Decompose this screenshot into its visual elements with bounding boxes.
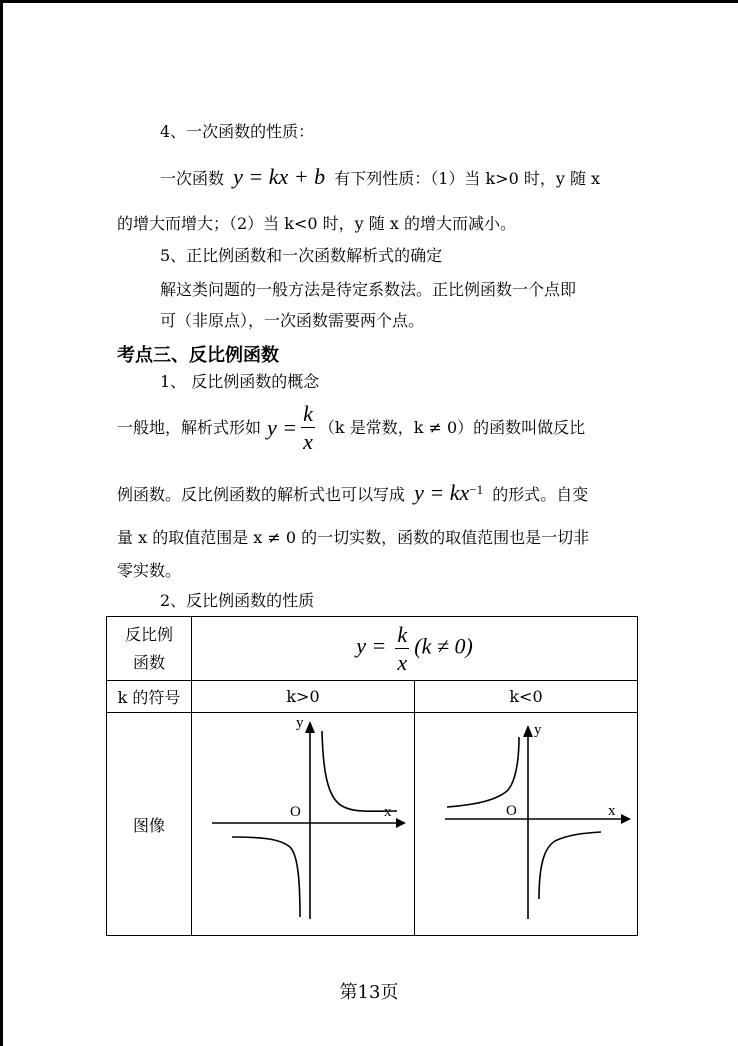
text: （k 是常数，k ≠ 0）的函数叫做反比 [318, 418, 586, 437]
concept-line-1 [117, 400, 585, 456]
row-label-function [107, 617, 192, 681]
table-row [107, 713, 638, 936]
x-axis-arrow [396, 818, 406, 828]
condition-k-nonzero: (k ≠ 0) [414, 633, 473, 658]
subsection-2-title: 2、反比例函数的性质 [160, 591, 315, 610]
fraction-k-over-x [301, 403, 315, 453]
text: 一般地，解析式形如 [117, 418, 262, 437]
origin-label: O [290, 804, 301, 820]
text: 例函数。反比例函数的解析式也可以写成 [117, 485, 406, 504]
k-negative-header: k<0 [415, 681, 638, 713]
k-positive-header: k>0 [192, 681, 415, 713]
section-5-title: 5、正比例函数和一次函数解析式的确定 [160, 246, 443, 265]
x-axis-label: x [608, 803, 616, 819]
subsection-1-title: 1、 反比例函数的概念 [160, 372, 320, 391]
page-border-left [0, 0, 3, 1046]
label-line: 反比例 [124, 624, 173, 644]
exponent: −1 [469, 481, 484, 497]
y-axis-arrow [305, 721, 315, 733]
y-axis-arrow [523, 725, 533, 737]
curve-first-quadrant [322, 731, 397, 811]
fraction-k-over-x [395, 621, 409, 675]
numerator: k [397, 621, 408, 647]
table-row [107, 681, 638, 713]
graph-cell-k-negative [415, 713, 638, 936]
y-axis-label: y [534, 722, 542, 738]
y-equals: y = [267, 415, 298, 440]
y-equals: y = [356, 633, 387, 658]
graph-cell-k-positive [192, 713, 415, 936]
section-5-line-2: 可（非原点），一次函数需要两个点。 [160, 311, 425, 330]
row-label-k-sign: k 的符号 [107, 681, 192, 713]
function-formula-cell [192, 617, 638, 681]
text: 有下列性质：（1）当 k>0 时，y 随 x [334, 169, 601, 188]
section-4-title: 4、一次函数的性质： [160, 122, 315, 141]
linear-function-formula: y = kx + b [233, 164, 326, 189]
hyperbola-graph-k-negative [415, 713, 637, 931]
formula-kx-inverse: y = kx [414, 480, 470, 505]
numerator: k [303, 401, 313, 426]
section-5-line-1: 解这类问题的一般方法是待定系数法。正比例函数一个点即 [160, 280, 577, 299]
section-4-line-1 [160, 166, 600, 188]
denominator: x [397, 649, 408, 675]
text: 一次函数 [160, 169, 225, 188]
row-label-graph: 图像 [107, 713, 192, 936]
page-border-top [0, 0, 738, 3]
y-axis-label: y [296, 715, 304, 731]
section-4-line-2: 的增大而增大；（2）当 k<0 时，y 随 x 的增大而减小。 [117, 214, 516, 233]
hyperbola-graph-k-positive [192, 713, 414, 931]
curve-third-quadrant [232, 837, 300, 917]
x-axis-label: x [384, 804, 392, 820]
denominator: x [303, 429, 313, 454]
page-number: 第13页 [339, 982, 399, 1003]
table-row [107, 617, 638, 681]
concept-line-4: 零实数。 [117, 561, 182, 580]
origin-label: O [506, 803, 517, 819]
x-axis-arrow [621, 814, 631, 824]
properties-table [106, 616, 638, 936]
text: 的形式。自变 [492, 485, 589, 504]
curve-fourth-quadrant [539, 832, 601, 899]
label-line: 函数 [132, 652, 165, 672]
heading-topic-3: 考点三、反比例函数 [117, 345, 279, 366]
curve-second-quadrant [447, 737, 519, 807]
concept-line-2 [117, 482, 588, 504]
concept-line-3: 量 x 的取值范围是 x ≠ 0 的一切实数，函数的取值范围也是一切非 [117, 528, 590, 547]
